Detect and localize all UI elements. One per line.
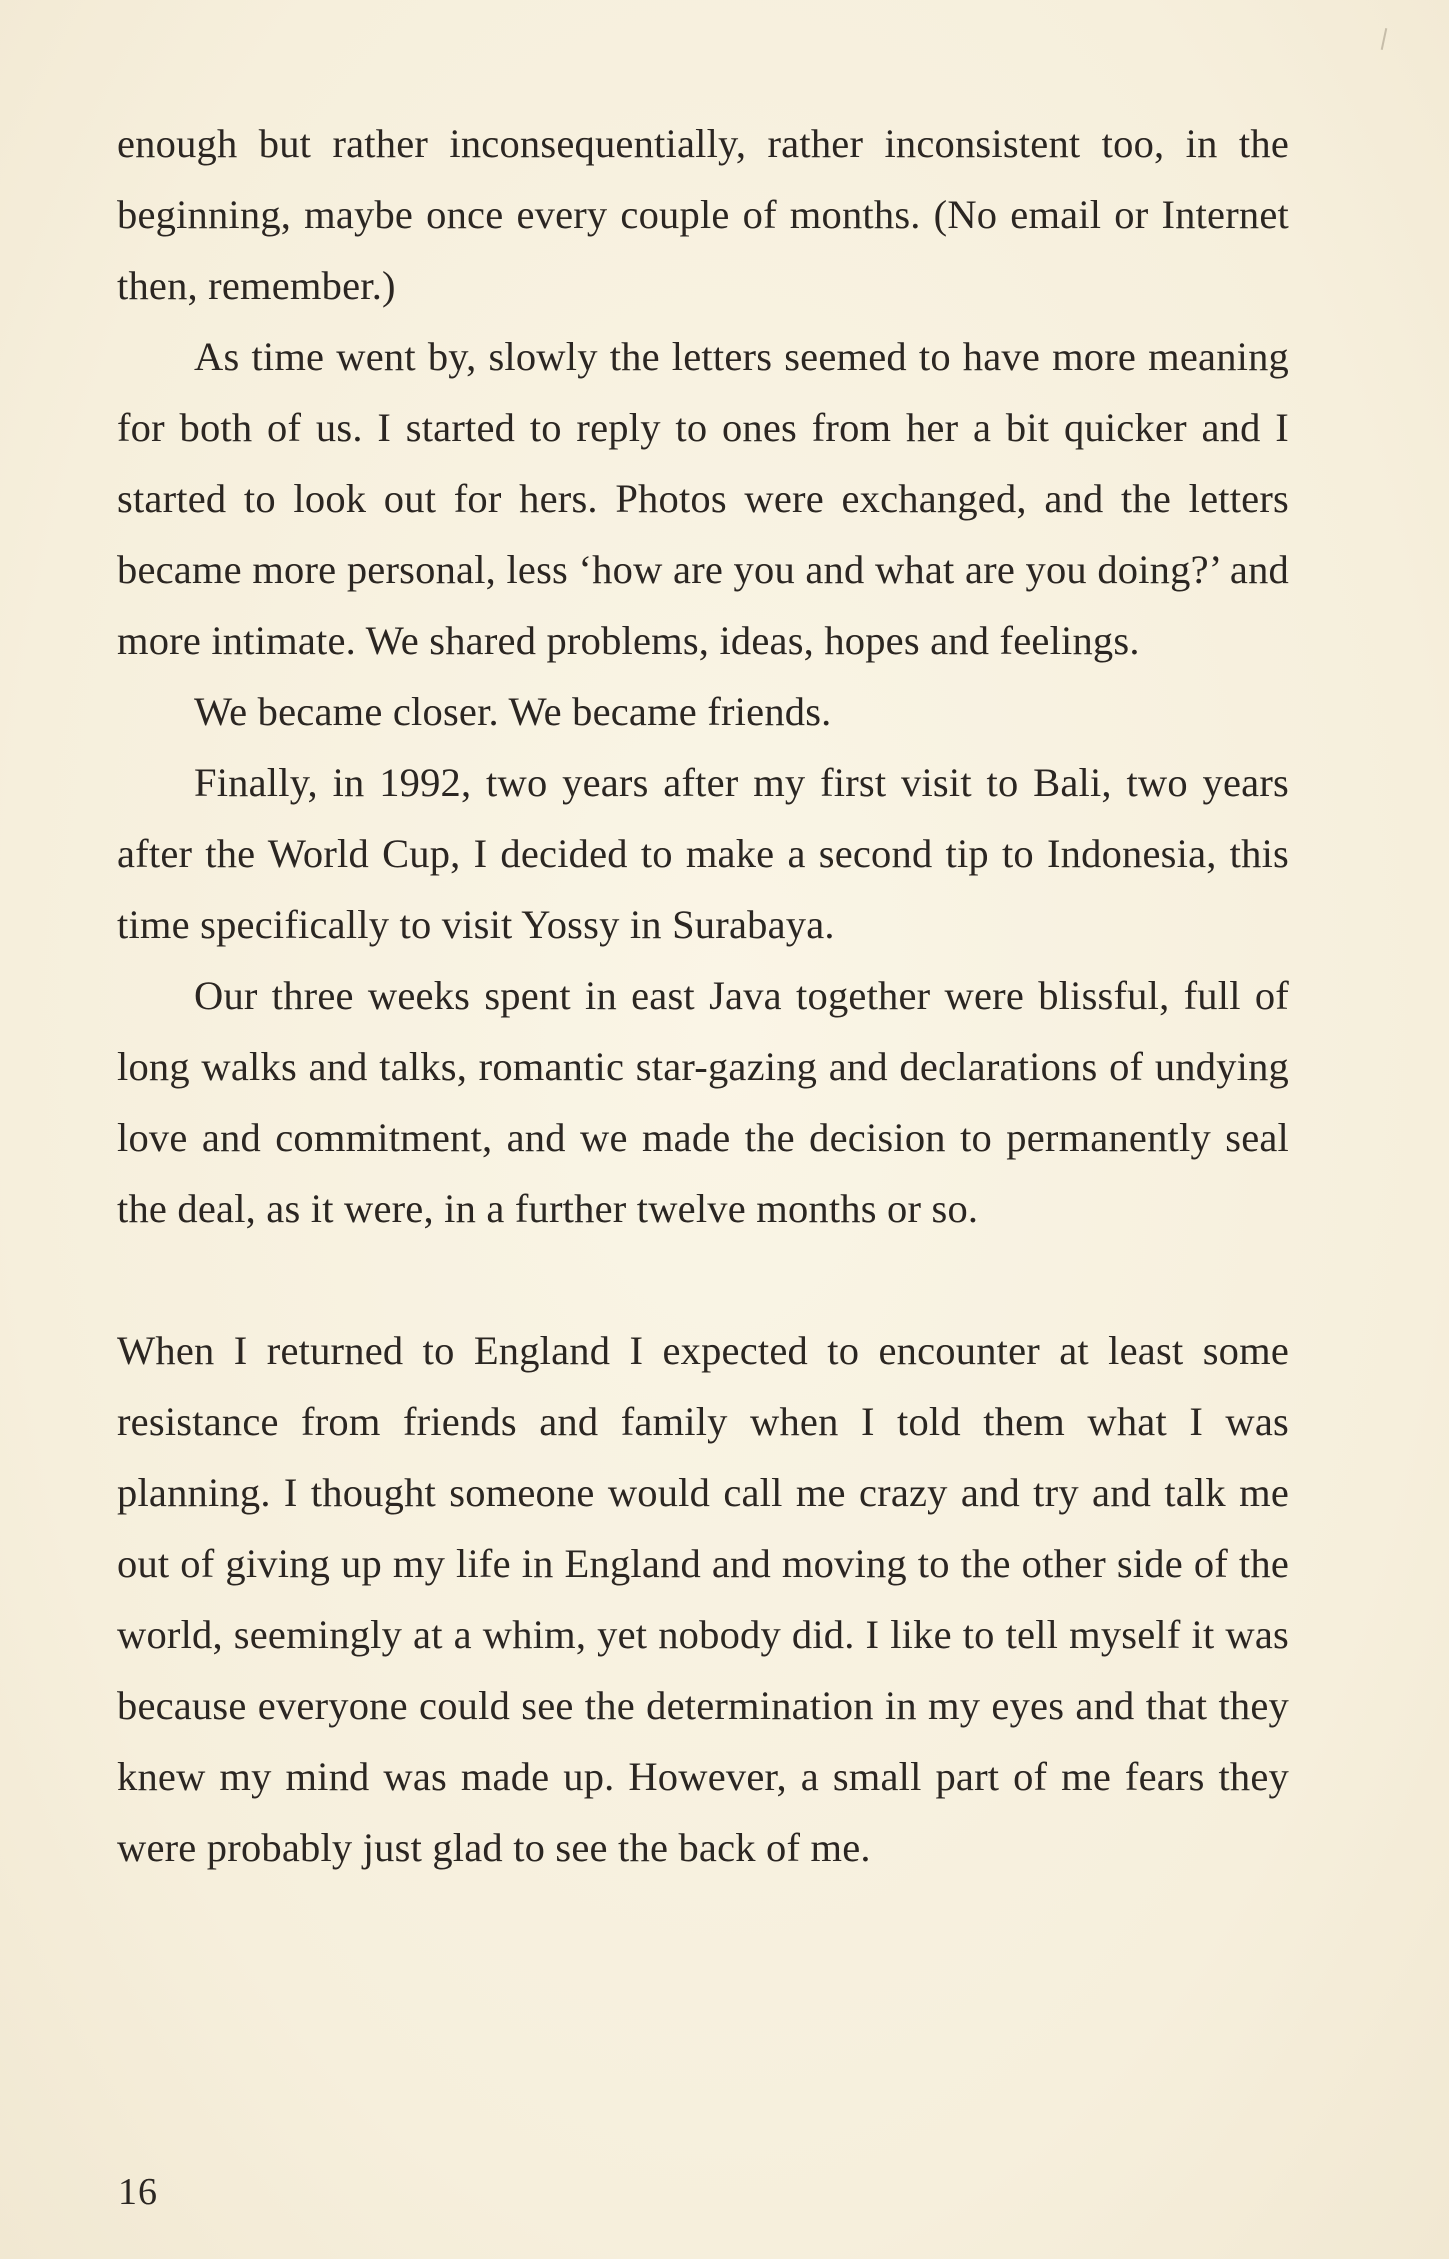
page-number: 16: [118, 2171, 158, 2213]
paragraph-east-java: Our three weeks spent in east Java together were blissful, full of long walks and talks, romantic star-gazing and declarations of undying love and commitment, and we made the decision to permanently seal the deal, as it were, in a further twelve months or so.: [117, 973, 1289, 1231]
paragraph-second-trip: Finally, in 1992, two years after my first visit to Bali, two years after the World Cup, I decided to make a second tip to Indonesia, this time specifically to visit Yossy in Surabaya.: [117, 760, 1289, 947]
page-edge-mark: [1381, 28, 1388, 50]
body-text: [117, 108, 1289, 1883]
paragraph-continuation: enough but rather inconsequentially, rather inconsistent too, in the beginning, maybe once every couple of months. (No email or Internet then, remember.): [117, 121, 1289, 308]
paragraph-became-friends: We became closer. We became friends.: [194, 689, 832, 734]
paragraph-letters-meaning: As time went by, slowly the letters seemed to have more meaning for both of us. I started to reply to ones from her a bit quicker and I started to look out for hers. Photos were exchanged, and the letters became more personal, less ‘how are you and what are you doing?’ and more intimate. We shared problems, ideas, hopes and feelings.: [117, 334, 1289, 663]
paragraph-returned-england: When I returned to England I expected to encounter at least some resistance from friends and family when I told them what I was planning. I thought someone would call me crazy and try and talk me out of giving up my life in England and moving to the other side of the world, seemingly at a whim, yet nobody did. I like to tell myself it was because everyone could see the determination in my eyes and that they knew my mind was made up. However, a small part of me fears they were probably just glad to see the back of me.: [117, 1328, 1289, 1870]
